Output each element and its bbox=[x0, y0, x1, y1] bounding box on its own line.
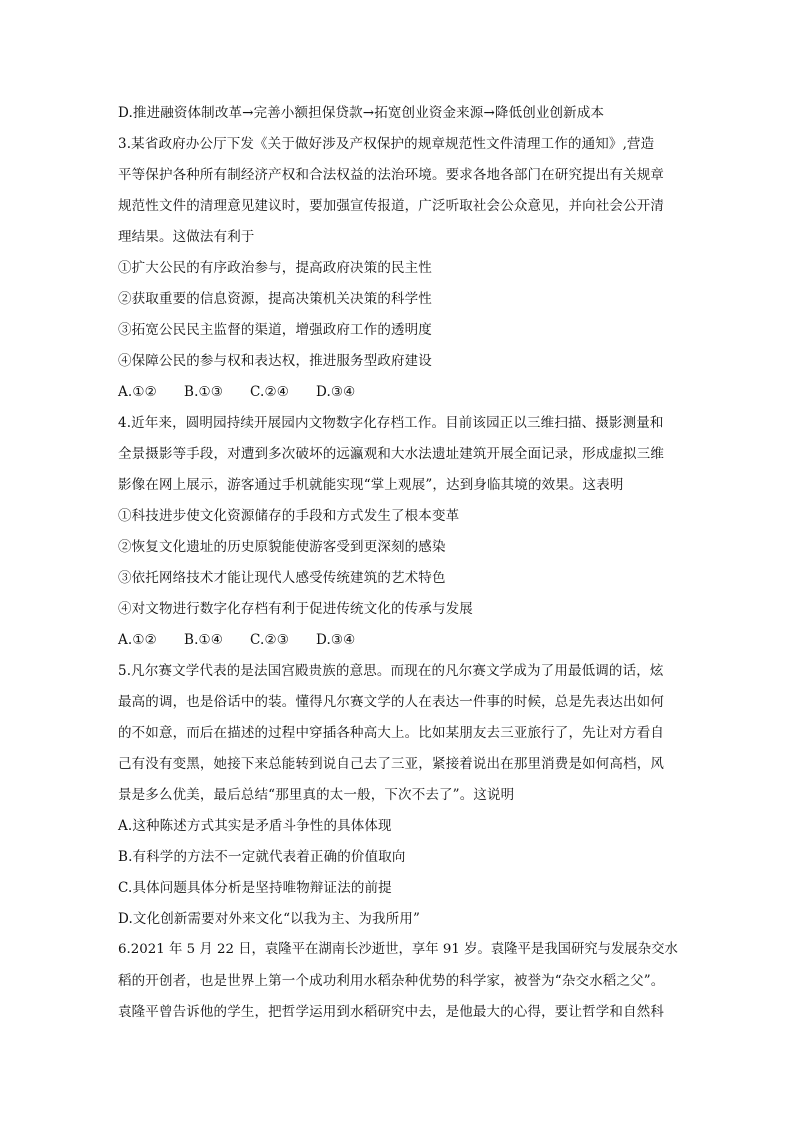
q3-stem-line: 理结果。这做法有利于 bbox=[118, 229, 255, 245]
q5-option-d: D.文化创新需要对外来文化“以我为主、为我所用” bbox=[118, 911, 421, 927]
q4-choice-b: B.①④ bbox=[184, 632, 224, 648]
question-3 bbox=[118, 133, 678, 412]
q5-stem-line: 景是多么优美，最后总结“那里真的太一般，下次不去了”。这说明 bbox=[118, 787, 515, 803]
q5-stem-line: 最高的调，也是俗话中的装。懂得凡尔赛文学的人在表达一件事的时候，总是先表达出如何 bbox=[118, 694, 664, 710]
q5-option-a: A.这种陈述方式其实是矛盾斗争性的具体体现 bbox=[118, 818, 392, 834]
q4-statement-1: ①科技进步使文化资源储存的手段和方式发生了根本变革 bbox=[118, 508, 460, 524]
q3-stem-line: 平等保护各种所有制经济产权和合法权益的法治环境。要求各地各部门在研究提出有关规章 bbox=[118, 167, 664, 183]
q3-statement-3: ③拓宽公民民主监督的渠道，增强政府工作的透明度 bbox=[118, 322, 432, 338]
q3-stem-line: 3.某省政府办公厅下发《关于做好涉及产权保护的规章规范性文件清理工作的通知》,营造 bbox=[118, 136, 655, 152]
q4-stem-line: 4.近年来，圆明园持续开展园内文物数字化存档工作。目前该园正以三维扫描、摄影测量和 bbox=[118, 415, 664, 431]
q2-option-d: D.推进融资体制改革→完善小额担保贷款→拓宽创业资金来源→降低创业创新成本 bbox=[118, 105, 605, 121]
question-4 bbox=[118, 412, 678, 660]
q3-choice-d: D.③④ bbox=[316, 384, 356, 400]
q3-choice-c: C.②④ bbox=[250, 384, 289, 400]
q3-choice-b: B.①③ bbox=[184, 384, 224, 400]
q6-stem-line: 稻的开创者，也是世界上第一个成功利用水稻杂种优势的科学家，被誉为“杂交水稻之父”。 bbox=[118, 973, 665, 989]
q3-choice-a: A.①② bbox=[118, 384, 157, 400]
q4-statement-3: ③依托网络技术才能让现代人感受传统建筑的艺术特色 bbox=[118, 570, 446, 586]
page-content bbox=[118, 102, 678, 1032]
q3-statement-4: ④保障公民的参与权和表达权，推进服务型政府建设 bbox=[118, 353, 432, 369]
q4-statement-4: ④对文物进行数字化存档有利于促进传统文化的传承与发展 bbox=[118, 601, 473, 617]
q5-stem-line: 5.凡尔赛文学代表的是法国宫殿贵族的意思。而现在的凡尔赛文学成为了用最低调的话，炫 bbox=[118, 663, 664, 679]
q6-stem-line: 袁隆平曾告诉他的学生，把哲学运用到水稻研究中去，是他最大的心得，要让哲学和自然科 bbox=[118, 1004, 664, 1020]
q4-stem-line: 影像在网上展示，游客通过手机就能实现“掌上观展”，达到身临其境的效果。这表明 bbox=[118, 477, 624, 493]
q5-stem-line: 的不如意，而后在描述的过程中穿插各种高大上。比如某朋友去三亚旅行了，先让对方看自 bbox=[118, 725, 664, 741]
question-5 bbox=[118, 660, 678, 939]
question-6 bbox=[118, 939, 678, 1032]
q3-statement-2: ②获取重要的信息资源，提高决策机关决策的科学性 bbox=[118, 291, 432, 307]
q4-stem-line: 全景摄影等手段，对遭到多次破坏的远瀛观和大水法遗址建筑开展全面记录，形成虚拟三维 bbox=[118, 446, 664, 462]
q4-choice-d: D.③④ bbox=[316, 632, 356, 648]
q4-statement-2: ②恢复文化遗址的历史原貌能使游客受到更深刻的感染 bbox=[118, 539, 446, 555]
q4-answer-choices bbox=[118, 629, 678, 660]
q3-answer-choices bbox=[118, 381, 678, 412]
q4-choice-a: A.①② bbox=[118, 632, 157, 648]
q4-choice-c: C.②③ bbox=[250, 632, 289, 648]
q5-option-c: C.具体问题具体分析是坚持唯物辩证法的前提 bbox=[118, 880, 392, 896]
q5-option-b: B.有科学的方法不一定就代表着正确的价值取向 bbox=[118, 849, 406, 865]
q3-statement-1: ①扩大公民的有序政治参与，提高政府决策的民主性 bbox=[118, 260, 432, 276]
q3-stem-line: 规范性文件的清理意见建议时，要加强宣传报道，广泛听取社会公众意见，并向社会公开清 bbox=[118, 198, 664, 214]
q6-stem-line: 6.2021 年 5 月 22 日，袁隆平在湖南长沙逝世，享年 91 岁。袁隆平是我国研究与发展杂交水 bbox=[118, 942, 678, 957]
q5-stem-line: 己有没有变黑，她接下来总能转到说自己去了三亚，紧接着说出在那里消费是如何高档，风 bbox=[118, 756, 664, 772]
